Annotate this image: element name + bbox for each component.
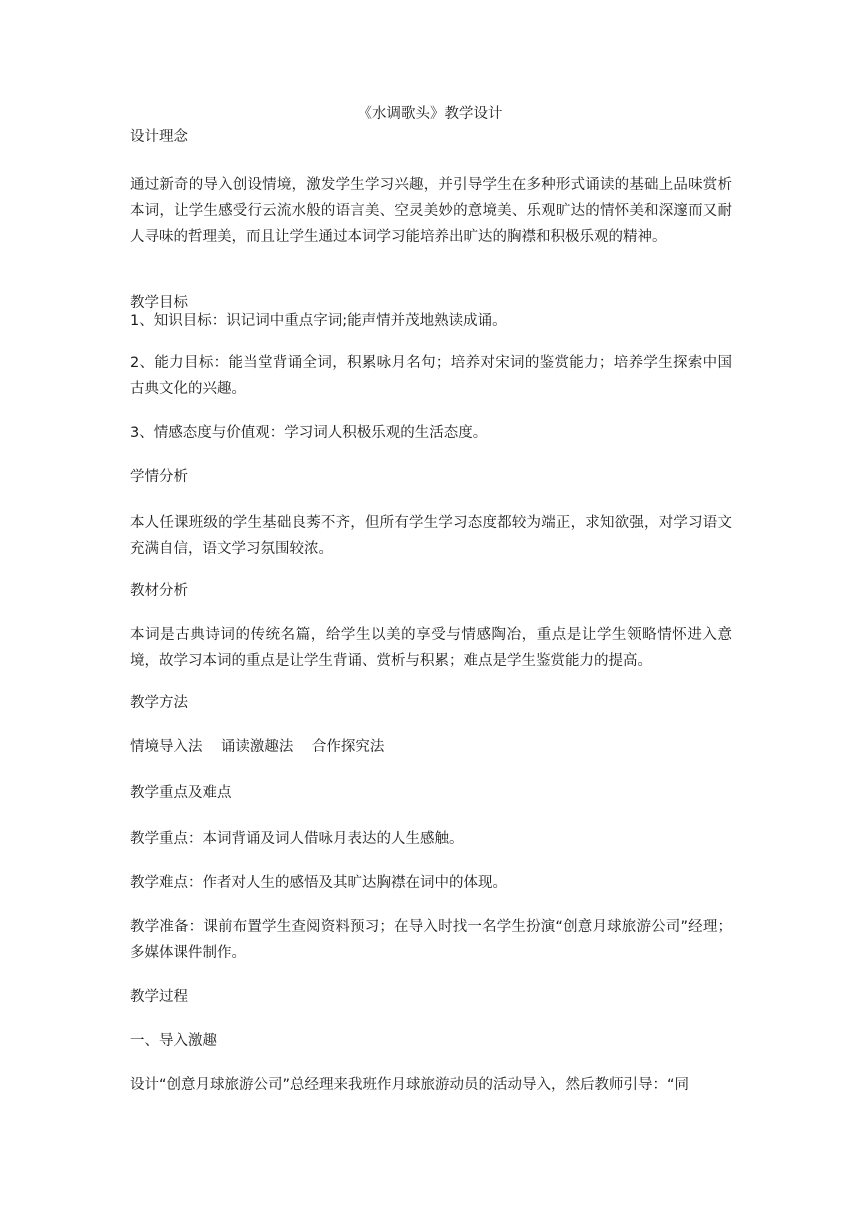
teaching-methods-list: 情境导入法 诵读激趣法 合作探究法 bbox=[130, 739, 385, 755]
goal-knowledge: 1、知识目标：识记词中重点字词;能声情并茂地熟读成诵。 bbox=[130, 313, 507, 329]
step-1-paragraph: 设计“创意月球旅游公司”总经理来我班作月球旅游动员的活动导入，然后教师引导：“同 bbox=[130, 1077, 690, 1093]
teaching-process-heading: 教学过程 bbox=[130, 989, 188, 1005]
teaching-goals-heading: 教学目标 bbox=[130, 295, 188, 311]
key-difficult-points-heading: 教学重点及难点 bbox=[130, 785, 232, 801]
material-analysis-heading: 教材分析 bbox=[130, 583, 188, 599]
teaching-preparation: 教学准备：课前布置学生查阅资料预习；在导入时找一名学生扮演“创意月球旅游公司”经理；多媒体课件制作。 bbox=[130, 919, 732, 961]
step-1-heading: 一、导入激趣 bbox=[130, 1033, 217, 1049]
learner-analysis-paragraph: 本人任课班级的学生基础良莠不齐，但所有学生学习态度都较为端正，求知欲强，对学习语文充满自信，语文学习氛围较浓。 bbox=[130, 515, 732, 557]
material-analysis-paragraph: 本词是古典诗词的传统名篇，给学生以美的享受与情感陶冶，重点是让学生领略情怀进入意境，故学习本词的重点是让学生背诵、赏析与积累；难点是学生鉴赏能力的提高。 bbox=[130, 627, 732, 669]
key-point: 教学重点：本词背诵及词人借咏月表达的人生感触。 bbox=[130, 831, 464, 847]
learner-analysis-heading: 学情分析 bbox=[130, 469, 188, 485]
design-concept-heading: 设计理念 bbox=[130, 129, 188, 145]
goal-ability: 2、能力目标：能当堂背诵全词，积累咏月名句；培养对宋词的鉴赏能力；培养学生探索中国古典文化的兴趣。 bbox=[130, 355, 732, 397]
teaching-methods-heading: 教学方法 bbox=[130, 695, 188, 711]
difficult-point: 教学难点：作者对人生的感悟及其旷达胸襟在词中的体现。 bbox=[130, 875, 507, 891]
design-concept-paragraph: 通过新奇的导入创设情境，激发学生学习兴趣，并引导学生在多种形式诵读的基础上品味赏析本词，让学生感受行云流水般的语言美、空灵美妙的意境美、乐观旷达的情怀美和深邃而又耐人寻味的哲理美，而且让学生通过本词学习能培养出旷达的胸襟和积极乐观的精神。 bbox=[130, 177, 732, 245]
goal-attitude: 3、情感态度与价值观：学习词人积极乐观的生活态度。 bbox=[130, 425, 488, 441]
document-title: 《水调歌头》教学设计 bbox=[357, 106, 503, 122]
